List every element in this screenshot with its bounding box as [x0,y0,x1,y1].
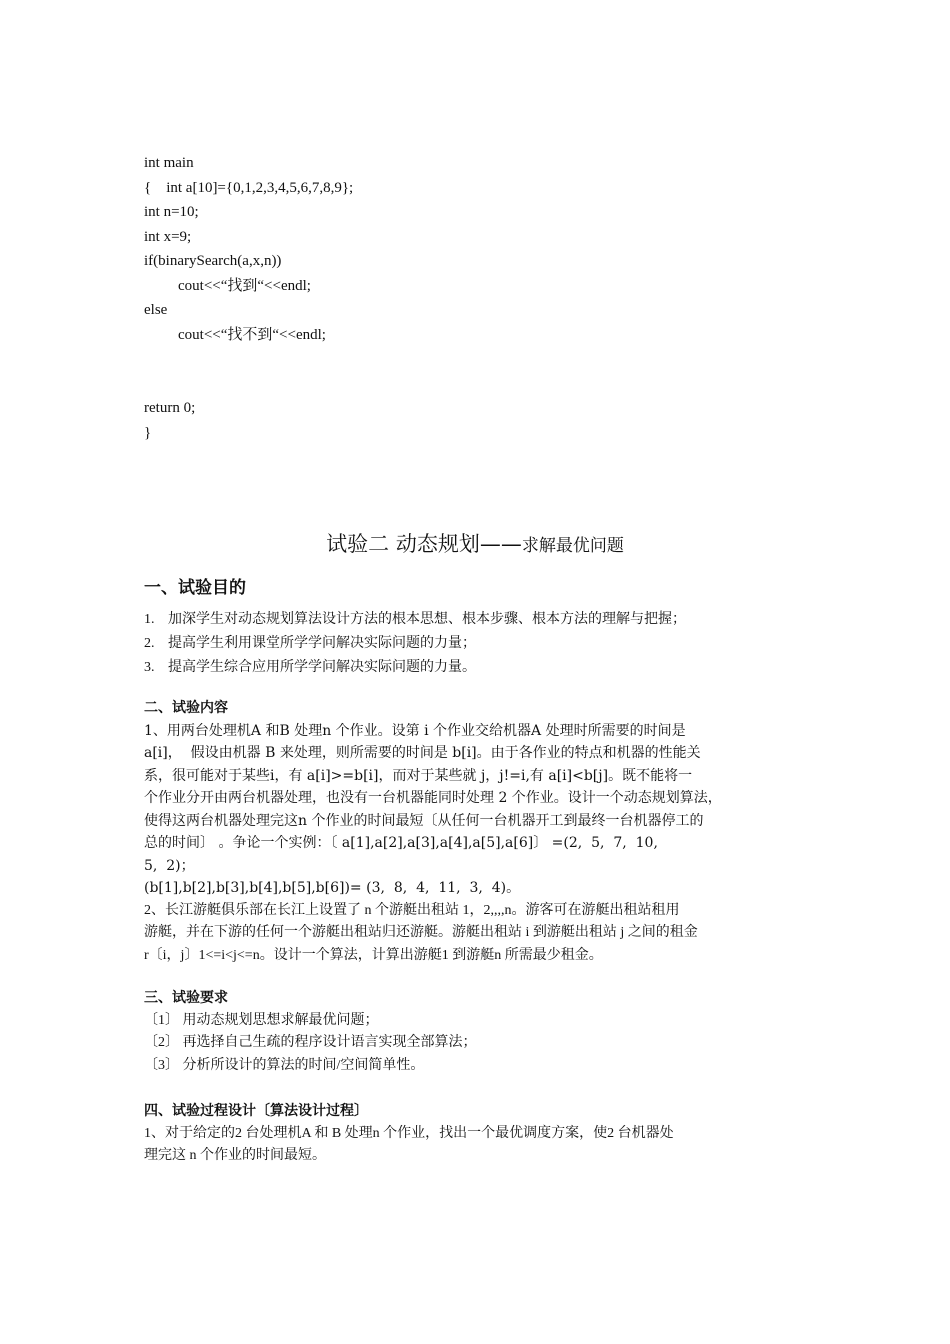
experiment-title [0,528,950,558]
code-line: int x=9; [144,228,192,245]
code-blank-line [144,372,353,397]
list-number: 1. [144,612,155,627]
list-text: 提高学生综合应用所学学问解决实际问题的力量。 [168,660,476,675]
requirement-item: 〔1〕 用动态规划思想求解最优问题； [144,1012,379,1028]
paragraph-line: 使得这两台机器处理完这n 个作业的时间最短〔从任何一台机器开工到最终一台机器停工的 [144,812,704,829]
section1-list [144,608,686,680]
code-line: { int a[10]={0,1,2,3,4,5,6,7,8,9}; [144,179,354,196]
section4-heading: 四、试验过程设计〔算法设计过程〕 [144,1103,368,1119]
code-line: else [144,302,168,318]
paragraph-line: 个作业分开由两台机器处理，也没有一台机器能同时处理 2 个作业。设计一个动态规划算法， [144,790,722,806]
section1-heading: 一、试验目的 [144,578,246,598]
title-main: 试验二 动态规划—— [326,532,522,556]
paragraph-line: a[i]， 假设由机器 B 来处理，则所需要的时间是 b[i]。由于各作业的特点和机器的性能关 [144,745,701,761]
code-line: if(binarySearch(a,x,n)) [144,253,282,269]
list-item [144,608,686,632]
list-text: 提高学生利用课堂所学学问解决实际问题的力量； [168,636,476,651]
paragraph-line: 1、用两台处理机A 和B 处理n 个作业。设第 i 个作业交给机器A 处理时所需要的时间是 [144,722,686,739]
requirement-item: 〔2〕 再选择自己生疏的程序设计语言实现全部算法； [144,1035,477,1050]
section2 [144,697,820,967]
paragraph-line: 游艇，并在下游的任何一个游艇出租站归还游艇。游艇出租站 i 到游艇出租站 j 之间的租金 [144,925,698,940]
code-line: cout<<“找不到“<<endl; [178,326,326,343]
list-item [144,632,686,656]
paragraph-line: 2、长江游艇俱乐部在长江上设置了 n 个游艇出租站 1，2,,,,n。游客可在游艇出租站租用 [144,902,680,918]
section3-heading: 三、试验要求 [144,990,228,1006]
list-text: 加深学生对动态规划算法设计方法的根本思想、根本步骤、根本方法的理解与把握； [168,612,686,627]
paragraph-line: (b[1],b[2],b[3],b[4],b[5],b[6])= (3, 8, 4, 11, 3, 4)。 [144,880,521,896]
paragraph-line: 5, 2)； [144,857,195,874]
paragraph-line: 总的时间〕 。争论一个实例：〔 a[1],a[2],a[3],a[4],a[5],a[6]〕 =(2, 5, 7, 10, [144,835,658,851]
list-number: 2. [144,636,155,651]
section4 [144,1100,820,1168]
code-line: int n=10; [144,204,199,220]
code-line: int main [144,155,194,171]
code-line: } [144,424,152,441]
paragraph-line: r〔i，j〕1<=i<j<=n。设计一个算法，计算出游艇1 到游艇n 所需最少租金。 [144,947,603,963]
paragraph-line: 系，很可能对于某些i，有 a[i]>=b[i]，而对于某些就 j，j!=i,有 a[i]<b[j]。既不能将一 [144,767,693,784]
title-sub: 求解最优问题 [521,536,624,556]
requirement-item: 〔3〕 分析所设计的算法的时间/空间简单性。 [144,1057,425,1073]
code-blank-line [144,347,353,372]
paragraph-line: 理完这 n 个作业的时间最短。 [144,1148,326,1163]
list-number: 3. [144,660,155,675]
paragraph-line: 1、对于给定的2 台处理机A 和 B 处理n 个作业，找出一个最优调度方案，使2 台机器处 [144,1125,674,1141]
code-line: cout<<“找到“<<endl; [178,277,311,294]
section3 [144,987,820,1077]
section2-heading: 二、试验内容 [144,700,228,716]
code-block [144,151,353,445]
list-item [144,656,686,680]
code-line: return 0; [144,400,196,416]
